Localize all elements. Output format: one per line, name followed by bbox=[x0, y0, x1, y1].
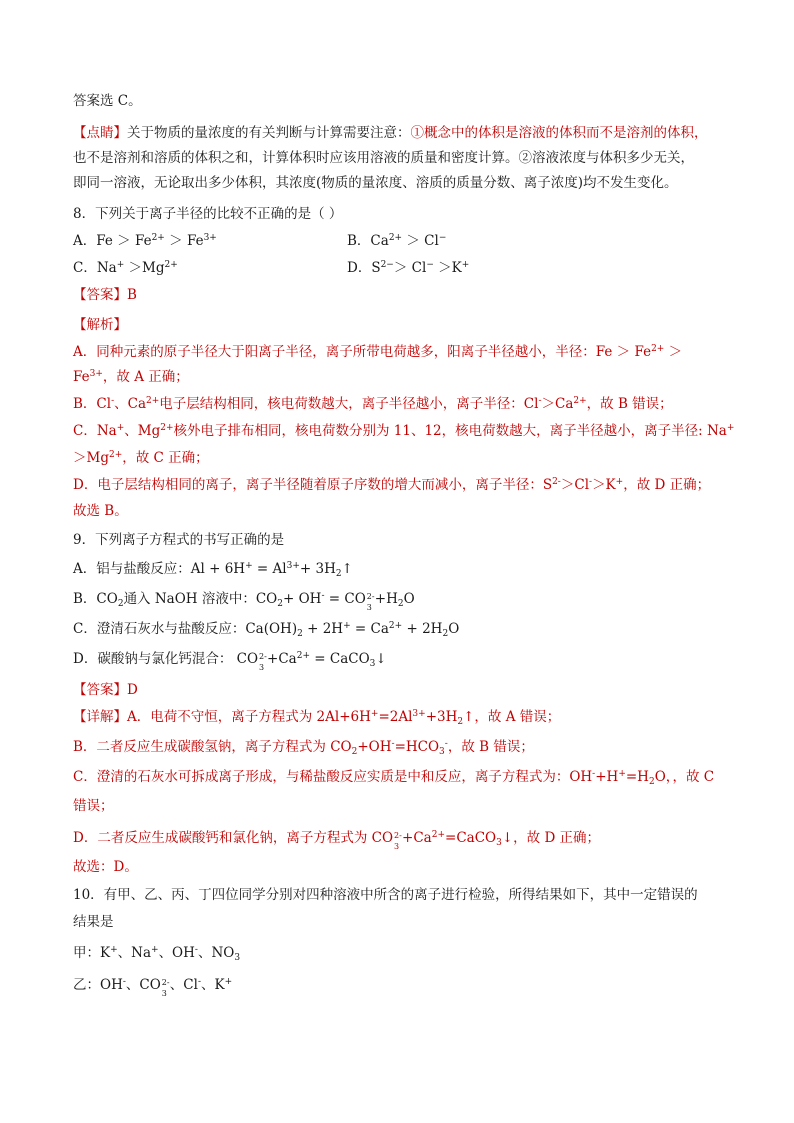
q8-explanation-c-1: C．Na+、$Mg^{2+}$核外电子排布相同，核电荷数分别为 11、12，核电荷数越大，离子半径越小，离子半径: Na+ bbox=[73, 423, 735, 439]
q10-item-jia: 甲：K+、Na+、OH-、$NO_3$ bbox=[73, 945, 241, 963]
q8-explanation-a-2: $Fe^{3+}$，故 A 正确； bbox=[73, 369, 189, 385]
q9-option-c: C．澄清石灰水与盐酸反应：$Ca(OH)_2 + 2H^+ = Ca^{2+} + 2H_2O$ bbox=[73, 621, 460, 639]
tip-line-1: 【点睛】关于物质的量浓度的有关判断与计算需要注意：①概念中的体积是溶液的体积而不是溶剂的体积， bbox=[73, 125, 708, 141]
q10-stem-line-1: 10．有甲、乙、丙、丁四位同学分别对四种溶液中所含的离子进行检验，所得结果如下，其中一定错误的 bbox=[73, 887, 698, 903]
q9-option-b: B．$CO_2$通入 NaOH 溶液中：$CO_2+ OH^-$ = CO 2- 3 $+H_2O$ bbox=[73, 591, 415, 612]
tip-line-3: 即同一溶液，无论取出多少体积，其浓度(物质的量浓度、溶质的质量分数、离子浓度)均不发生变化。 bbox=[73, 175, 678, 191]
q10-stem-line-2: 结果是 bbox=[73, 914, 114, 930]
q10-item-yi: 乙：OH-、CO 2- 3 、Cl-、K+ bbox=[73, 977, 233, 998]
tip-highlight: ①概念中的体积是溶液的体积而不是溶剂的体积， bbox=[410, 125, 708, 141]
q8-explanation-a-1: A．同种元素的原子半径大于阳离子半径，离子所带电荷越多，阳离子半径越小，半径：$Fe > Fe^{2+}$ ＞ bbox=[73, 344, 683, 360]
q8-explanation-c-2: $>Mg^{2+}$，故 C 正确； bbox=[73, 450, 209, 466]
q8-answer: 【答案】B bbox=[73, 287, 137, 303]
q8-explanation-b: B．Cl-、$Ca^{2+}$电子层结构相同，核电荷数越大，离子半径越小，离子半径：$Cl^->Ca^{2+}$，故 B 错误； bbox=[73, 396, 673, 412]
q8-analysis-label: 【解析】 bbox=[73, 317, 127, 333]
q8-option-b: B．$Ca^{2+} > Cl^-$ bbox=[347, 233, 447, 249]
q8-explanation-d: D．电子层结构相同的离子，离子半径随着原子序数的增大而减小，离子半径：$S^{2-}>Cl^->K^+$，故 D 正确； bbox=[73, 477, 711, 493]
q9-explanation-a: 【详解】A．电荷不守恒，离子方程式为 $2Al+6H^+=2Al^{3+}+3H_2↑$，故 A 错误； bbox=[73, 709, 561, 727]
q9-stem: 9．下列离子方程式的书写正确的是 bbox=[73, 532, 285, 548]
q8-option-a: A．$Fe > Fe^{2+} > Fe^{3+}$ bbox=[73, 233, 217, 249]
q8-option-d: D．$S^{2-}> Cl^- >K^+$ bbox=[347, 260, 470, 276]
q9-option-a: A．铝与盐酸反应：$Al + 6H^+ = Al^{3+}+$ $3H_2↑$ bbox=[73, 561, 353, 579]
q9-explanation-c-1: C．澄清的石灰水可拆成离子形成，与稀盐酸反应实质是中和反应，离子方程式为：$OH^-+H^+=H_2O$，，故 C bbox=[73, 769, 715, 787]
tip-tag: 【点睛】 bbox=[73, 125, 127, 141]
q8-stem: 8．下列关于离子半径的比较不正确的是（ ） bbox=[73, 206, 343, 222]
q9-conclusion: 故选：D。 bbox=[73, 859, 138, 875]
previous-answer: 答案选 C。 bbox=[73, 93, 142, 109]
q8-conclusion: 故选 B。 bbox=[73, 503, 128, 519]
q9-option-d: D．碳酸钠与氯化钙混合： CO 2- 3 $+Ca^{2+}$ = CaCO$_3$↓ bbox=[73, 651, 387, 672]
tip-line-2: 也不是溶剂和溶质的体积之和，计算体积时应该用溶液的质量和密度计算。②溶液浓度与体积多少无关， bbox=[73, 150, 694, 166]
q9-explanation-d: D．二者反应生成碳酸钙和氯化钠，离子方程式为 CO 2- 3 $+Ca^{2+}=CaCO_3↓$，故 D 正确； bbox=[73, 830, 601, 851]
q9-explanation-b: B．二者反应生成碳酸氢钠，离子方程式为 $CO_2+OH^-=HCO_3^-$，故 B 错误； bbox=[73, 739, 534, 757]
q9-answer: 【答案】D bbox=[73, 682, 138, 698]
q9-explanation-c-2: 错误； bbox=[73, 798, 114, 814]
q8-option-c: C．$Na^+ >Mg^{2+}$ bbox=[73, 260, 178, 276]
